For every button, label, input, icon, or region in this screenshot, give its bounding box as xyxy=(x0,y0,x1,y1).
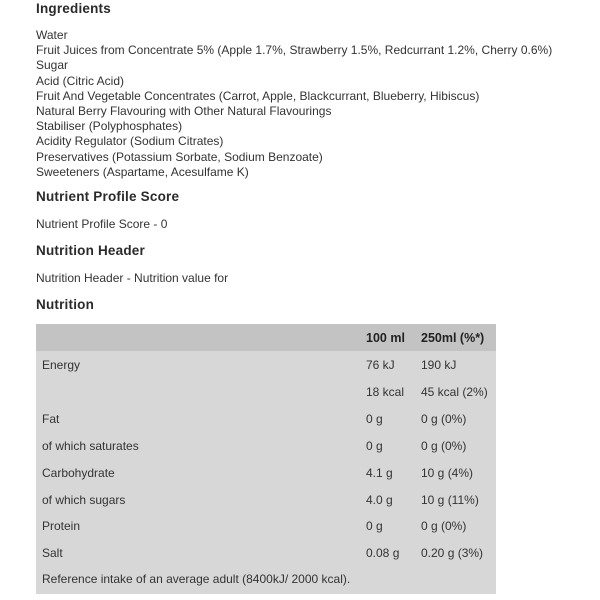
value-100ml: 0 g xyxy=(366,519,383,533)
table-header-row xyxy=(36,324,496,351)
value-250ml: 190 kJ xyxy=(421,358,457,372)
value-100ml: 4.1 g xyxy=(366,466,393,480)
nutrition-table xyxy=(36,324,496,594)
value-100ml: 0.08 g xyxy=(366,546,400,560)
value-100ml: 4.0 g xyxy=(366,493,393,507)
ingredient-item: Acid (Citric Acid) xyxy=(36,73,125,88)
ingredients-list xyxy=(36,28,552,180)
nutrition-header-heading: Nutrition Header xyxy=(36,243,145,258)
value-100ml: 0 g xyxy=(366,412,383,426)
ingredient-item: Sweeteners (Aspartame, Acesulfame K) xyxy=(36,164,249,179)
ingredient-item: Water xyxy=(36,28,68,42)
ingredients-heading: Ingredients xyxy=(36,1,111,16)
column-header-250ml: 250ml (%*) xyxy=(421,331,485,345)
ingredient-item: Fruit Juices from Concentrate 5% (Apple 1.7%, Strawberry 1.5%, Redcurrant 1.2%, Cherry 0.6%) xyxy=(36,43,553,58)
row-label: Carbohydrate xyxy=(42,466,115,480)
row-label: Salt xyxy=(42,546,63,560)
row-label: of which saturates xyxy=(42,439,139,453)
row-label: Energy xyxy=(42,358,81,372)
value-250ml: 0 g (0%) xyxy=(421,412,467,426)
ingredient-item: Stabiliser (Polyphosphates) xyxy=(36,119,183,134)
nutrient-profile-score: Nutrient Profile Score - 0 xyxy=(36,217,168,231)
value-100ml: 0 g xyxy=(366,439,383,453)
row-label: of which sugars xyxy=(42,493,126,507)
column-header-100ml: 100 ml xyxy=(366,331,405,345)
value-250ml: 10 g (11%) xyxy=(421,493,479,507)
value-250ml: 0 g (0%) xyxy=(421,439,467,453)
value-100ml: 18 kcal xyxy=(366,385,405,399)
ingredient-item: Sugar xyxy=(36,58,69,73)
row-label: Protein xyxy=(42,519,81,533)
nutrient-profile-heading: Nutrient Profile Score xyxy=(36,189,180,204)
ingredient-item: Preservatives (Potassium Sorbate, Sodium Benzoate) xyxy=(36,149,323,164)
value-100ml: 76 kJ xyxy=(366,358,395,372)
nutrition-header-text: Nutrition Header - Nutrition value for xyxy=(36,271,229,285)
nutrition-heading: Nutrition xyxy=(36,297,95,312)
row-label: Fat xyxy=(42,412,60,426)
reference-intake-note: Reference intake of an average adult (8400kJ/ 2000 kcal). xyxy=(42,572,351,586)
ingredient-item: Fruit And Vegetable Concentrates (Carrot, Apple, Blackcurrant, Blueberry, Hibiscus) xyxy=(36,88,480,103)
value-250ml: 0.20 g (3%) xyxy=(421,546,484,560)
ingredient-item: Acidity Regulator (Sodium Citrates) xyxy=(36,134,224,149)
value-250ml: 10 g (4%) xyxy=(421,466,474,480)
ingredient-item: Natural Berry Flavouring with Other Natural Flavourings xyxy=(36,104,332,119)
value-250ml: 0 g (0%) xyxy=(421,519,467,533)
value-250ml: 45 kcal (2%) xyxy=(421,385,488,399)
